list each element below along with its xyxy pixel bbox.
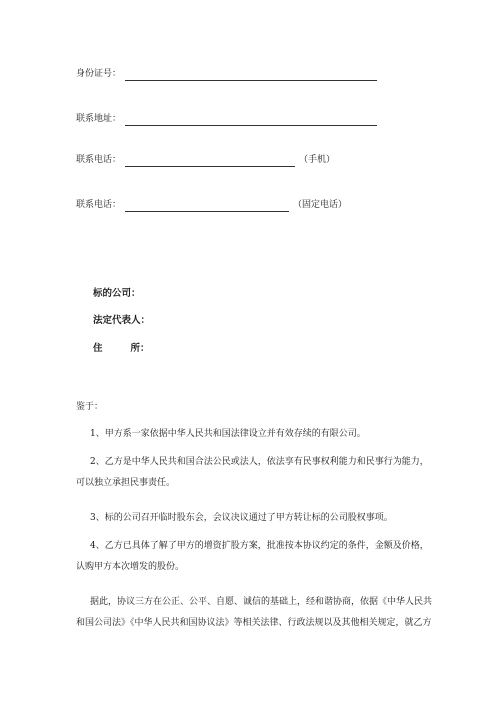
- recital-3-text: 3、标的公司召开临时股东会，会议决议通过了甲方转让标的公司股权事项。: [90, 513, 393, 523]
- closing-line-1: 据此，协议三方在公正、公平、自愿、诚信的基础上，经和谐协商，依据《中华人民共: [90, 597, 433, 607]
- contact-address-label: 联系地址：: [76, 114, 122, 124]
- recital-3: [76, 511, 416, 525]
- contact-address-field: [76, 112, 377, 126]
- contact-address-blank[interactable]: [125, 115, 377, 126]
- address-label-char-1: 住: [93, 343, 103, 354]
- recital-4-line-1: 4、乙方已具体了解了甲方的增资扩股方案，批准按本协议约定的条件，金额及价格，: [90, 541, 429, 551]
- landline-phone-suffix: （固定电话）: [293, 200, 348, 210]
- recital-4: [76, 539, 429, 574]
- recitals-closing: [76, 595, 433, 630]
- address-label-char-2: 所：: [130, 343, 150, 354]
- recital-2-line-1: 2、乙方是中华人民共和国合法公民或法人，依法享有民事权利能力和民事行为能力，: [90, 457, 429, 467]
- recital-2-line-2: 可以独立承担民事责任。: [76, 478, 176, 488]
- id-number-label: 身份证号：: [76, 69, 122, 79]
- mobile-phone-blank[interactable]: [125, 156, 295, 167]
- mobile-phone-suffix: （手机）: [299, 155, 336, 165]
- recitals-intro: 鉴于：: [76, 402, 104, 412]
- target-company-label: 标的公司：: [93, 288, 141, 299]
- mobile-phone-field: [76, 153, 335, 167]
- recital-2: [76, 455, 429, 490]
- landline-phone-field: [76, 198, 347, 212]
- landline-phone-blank[interactable]: [125, 201, 289, 212]
- closing-line-2: 和国公司法》《中华人民共和国协议法》等相关法律、行政法规以及其他相关规定，就乙方: [76, 618, 432, 628]
- landline-phone-label: 联系电话：: [76, 200, 122, 210]
- recital-1-text: 1、甲方系一家依据中华人民共和国法律设立并有效存续的有限公司。: [90, 429, 366, 439]
- registered-address-label: [93, 342, 150, 356]
- id-number-blank[interactable]: [125, 70, 377, 81]
- recital-4-line-2: 认购甲方本次增发的股份。: [76, 562, 185, 572]
- recital-1: [76, 427, 416, 441]
- id-number-field: [76, 67, 377, 81]
- legal-representative-label: 法定代表人：: [93, 315, 151, 326]
- mobile-phone-label: 联系电话：: [76, 155, 122, 165]
